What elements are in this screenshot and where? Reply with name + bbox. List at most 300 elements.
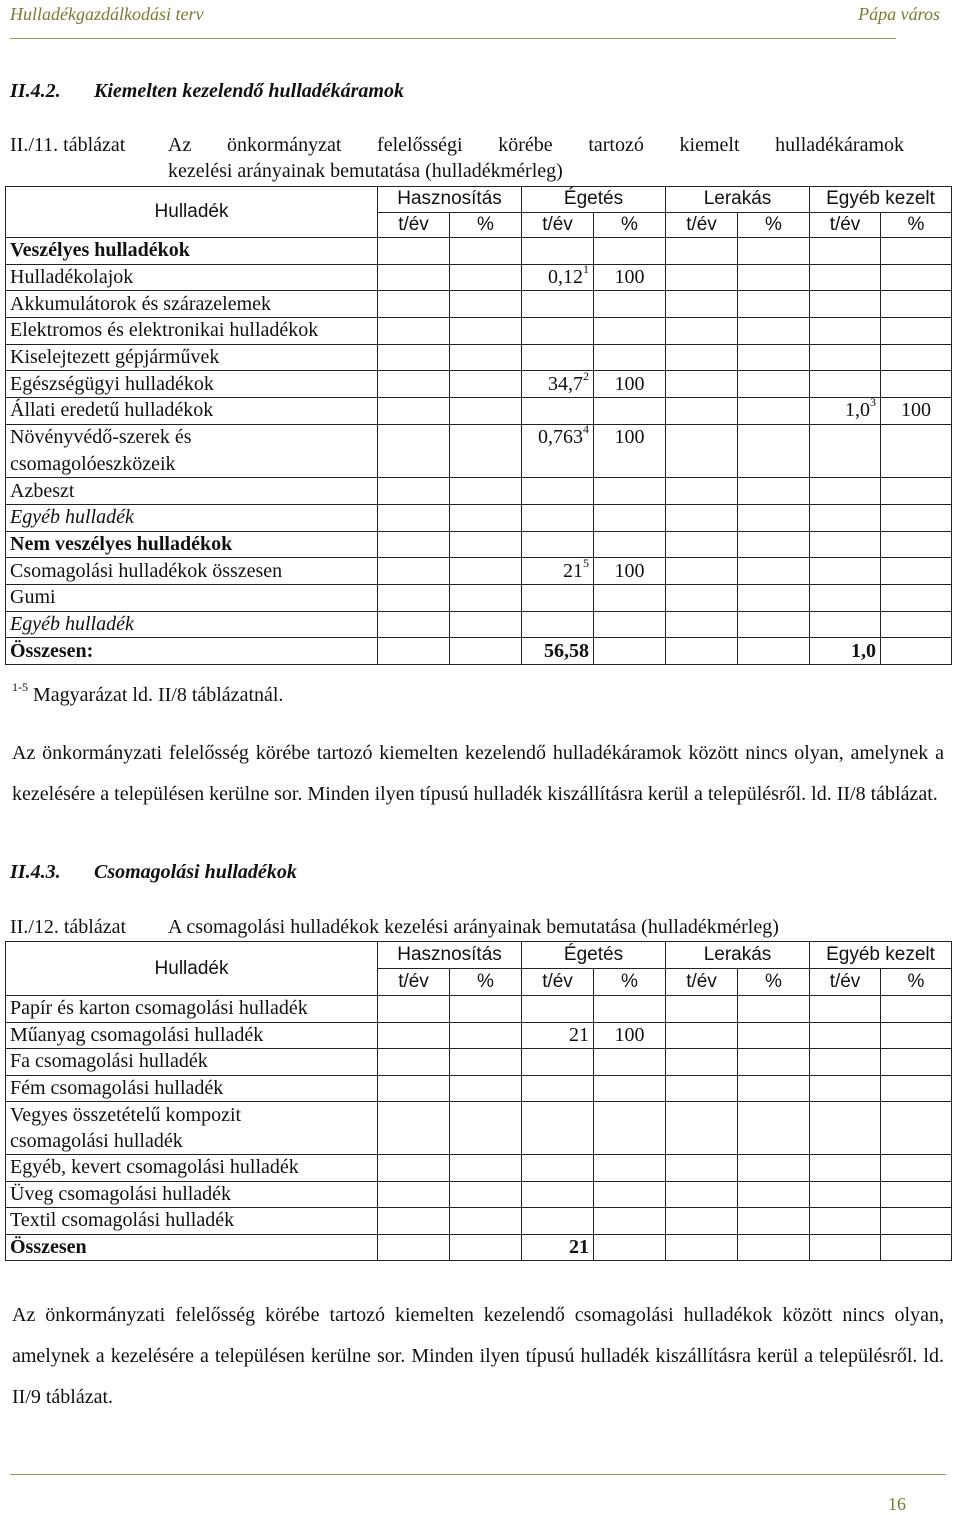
row-label: Papír és karton csomagolási hulladék <box>6 996 378 1023</box>
col-header-unit: t/év <box>378 212 450 238</box>
value: 1,0 <box>845 399 870 422</box>
row-label: Veszélyes hulladékok <box>6 238 378 265</box>
cell-hasznositas-percent <box>450 584 522 611</box>
value: 56,58 <box>544 639 589 662</box>
cell-lerakas-value <box>666 1128 738 1155</box>
cell-egetes-value <box>522 1181 594 1208</box>
table-row <box>6 996 952 1023</box>
cell-lerakas-percent <box>738 451 810 478</box>
cell-lerakas-value <box>666 238 738 265</box>
table1-label: II./11. táblázat <box>10 134 126 156</box>
cell-egyeb-value <box>810 1128 881 1155</box>
row-label: Műanyag csomagolási hulladék <box>6 1022 378 1049</box>
cell-lerakas-value <box>666 344 738 371</box>
cell-egyeb-percent <box>881 584 952 611</box>
cell-lerakas-value <box>666 478 738 505</box>
cell-hasznositas-percent <box>450 558 522 585</box>
row-label: csomagolóeszközeik <box>6 451 378 478</box>
table-row <box>6 611 952 638</box>
row-label: Egyéb, kevert csomagolási hulladék <box>6 1155 378 1182</box>
table-row <box>6 264 952 291</box>
cell-hasznositas-value <box>378 558 450 585</box>
value: 21 <box>569 1235 589 1258</box>
cell-egetes-percent <box>594 996 666 1023</box>
row-label: Elektromos és elektronikai hulladékok <box>6 318 378 345</box>
cell-egyeb-percent <box>881 1022 952 1049</box>
table2-label: II./12. táblázat <box>10 916 127 938</box>
header-divider <box>10 38 896 39</box>
cell-egetes-percent <box>594 1181 666 1208</box>
cell-lerakas-value <box>666 638 738 665</box>
cell-egetes-value <box>522 1208 594 1235</box>
cell-hasznositas-value <box>378 478 450 505</box>
cell-hasznositas-value <box>378 451 450 478</box>
cell-lerakas-percent <box>738 638 810 665</box>
table-row <box>6 558 952 585</box>
cell-egetes-value <box>522 1234 594 1261</box>
section-number: II.4.2. <box>10 80 61 102</box>
col-header-unit: t/év <box>810 969 881 996</box>
cell-egetes-percent <box>594 611 666 638</box>
cell-lerakas-value <box>666 1208 738 1235</box>
cell-egetes-percent <box>594 1049 666 1076</box>
cell-lerakas-value <box>666 1075 738 1102</box>
cell-lerakas-percent <box>738 478 810 505</box>
cell-egetes-percent <box>594 238 666 265</box>
cell-lerakas-value <box>666 1234 738 1261</box>
cell-egetes-value <box>522 996 594 1023</box>
col-header-hulladek: Hulladék <box>6 942 378 996</box>
cell-lerakas-percent <box>738 1155 810 1182</box>
cell-hasznositas-value <box>378 584 450 611</box>
cell-hasznositas-value <box>378 1208 450 1235</box>
cell-egyeb-value <box>810 504 881 531</box>
cell-hasznositas-value <box>378 1022 450 1049</box>
col-header-group: Hasznosítás <box>378 942 522 969</box>
cell-egyeb-percent <box>881 504 952 531</box>
row-label: Akkumulátorok és szárazelemek <box>6 291 378 318</box>
cell-hasznositas-value <box>378 1075 450 1102</box>
paragraph-kiemelt: Az önkormányzati felelősség körébe tartozó kiemelten kezelendő hulladékáramok között nincs olyan, amelynek a kezelésére a településen kerülne sor. Minden ilyen típusú hulladék kiszállításra kerül a településről. ld. II/8 táblázat. <box>12 742 944 805</box>
header-row <box>6 187 952 213</box>
col-header-unit: t/év <box>666 212 738 238</box>
cell-hasznositas-percent <box>450 1155 522 1182</box>
row-label: Üveg csomagolási hulladék <box>6 1181 378 1208</box>
row-label: Hulladékolajok <box>6 264 378 291</box>
footnote-ref: 3 <box>870 397 876 410</box>
cell-hasznositas-percent <box>450 638 522 665</box>
cell-hasznositas-value <box>378 318 450 345</box>
footnote-text: Magyarázat ld. II/8 táblázatnál. <box>33 684 284 706</box>
table1-title-line2: kezelési arányainak bemutatása (hulladékmérleg) <box>168 160 563 182</box>
cell-hasznositas-value <box>378 291 450 318</box>
cell-hasznositas-percent <box>450 1102 522 1129</box>
row-label: Fa csomagolási hulladék <box>6 1049 378 1076</box>
cell-lerakas-value <box>666 1102 738 1129</box>
header-city: Pápa város <box>858 4 940 24</box>
cell-egetes-percent <box>594 1234 666 1261</box>
cell-hasznositas-value <box>378 996 450 1023</box>
footnote-ref: 5 <box>583 557 589 570</box>
cell-lerakas-value <box>666 531 738 558</box>
cell-egyeb-value <box>810 611 881 638</box>
cell-egetes-value <box>522 531 594 558</box>
table1-hulladekmerleg <box>5 186 952 665</box>
cell-hasznositas-value <box>378 611 450 638</box>
cell-egyeb-value <box>810 1234 881 1261</box>
cell-hasznositas-percent <box>450 531 522 558</box>
col-header-unit: t/év <box>522 212 594 238</box>
cell-egetes-percent <box>594 264 666 291</box>
cell-egyeb-value <box>810 264 881 291</box>
cell-egetes-percent <box>594 504 666 531</box>
footer-divider <box>10 1474 946 1475</box>
cell-hasznositas-percent <box>450 424 522 451</box>
table2-csomagolasi <box>5 941 952 1261</box>
cell-lerakas-percent <box>738 1234 810 1261</box>
col-header-unit: t/év <box>522 969 594 996</box>
row-label: Fém csomagolási hulladék <box>6 1075 378 1102</box>
cell-egetes-percent <box>594 291 666 318</box>
cell-egetes-percent <box>594 424 666 451</box>
cell-hasznositas-value <box>378 238 450 265</box>
cell-egyeb-value <box>810 1022 881 1049</box>
row-label: Nem veszélyes hulladékok <box>6 531 378 558</box>
cell-egetes-value <box>522 424 594 451</box>
cell-hasznositas-value <box>378 371 450 398</box>
table-row <box>6 1102 952 1129</box>
cell-egyeb-percent <box>881 1049 952 1076</box>
cell-egetes-percent <box>594 638 666 665</box>
table-row <box>6 451 952 478</box>
cell-egyeb-percent <box>881 318 952 345</box>
col-header-percent: % <box>738 212 810 238</box>
cell-egetes-percent <box>594 1022 666 1049</box>
cell-egyeb-percent <box>881 1181 952 1208</box>
section-title: Csomagolási hulladékok <box>94 861 297 883</box>
cell-lerakas-percent <box>738 1181 810 1208</box>
cell-lerakas-value <box>666 291 738 318</box>
cell-egetes-value <box>522 1102 594 1129</box>
col-header-percent: % <box>450 969 522 996</box>
cell-egyeb-value <box>810 584 881 611</box>
cell-egetes-value <box>522 344 594 371</box>
cell-hasznositas-value <box>378 398 450 425</box>
cell-hasznositas-value <box>378 344 450 371</box>
row-label: Növényvédő-szerek és <box>6 424 378 451</box>
percent: 100 <box>614 426 645 449</box>
col-header-unit: t/év <box>378 969 450 996</box>
cell-egyeb-percent <box>881 1234 952 1261</box>
cell-lerakas-percent <box>738 291 810 318</box>
table2-caption <box>10 914 779 940</box>
cell-lerakas-value <box>666 584 738 611</box>
cell-egetes-percent <box>594 1075 666 1102</box>
cell-egyeb-value <box>810 451 881 478</box>
cell-lerakas-percent <box>738 371 810 398</box>
cell-egetes-value <box>522 1049 594 1076</box>
col-header-group: Hasznosítás <box>378 187 522 213</box>
cell-lerakas-percent <box>738 424 810 451</box>
table-row <box>6 238 952 265</box>
cell-egyeb-percent <box>881 531 952 558</box>
cell-egetes-percent <box>594 584 666 611</box>
cell-egyeb-value <box>810 531 881 558</box>
cell-lerakas-percent <box>738 318 810 345</box>
cell-lerakas-percent <box>738 1208 810 1235</box>
cell-egyeb-value <box>810 478 881 505</box>
table-row <box>6 1022 952 1049</box>
cell-egetes-value <box>522 238 594 265</box>
table-row <box>6 398 952 425</box>
table1-caption <box>10 132 904 184</box>
cell-egyeb-percent <box>881 398 952 425</box>
cell-egyeb-value <box>810 1155 881 1182</box>
cell-egyeb-percent <box>881 1128 952 1155</box>
table-row <box>6 1234 952 1261</box>
value: 21 <box>563 559 583 582</box>
cell-hasznositas-percent <box>450 1234 522 1261</box>
col-header-percent: % <box>881 969 952 996</box>
col-header-group: Lerakás <box>666 187 810 213</box>
table-row <box>6 1181 952 1208</box>
cell-egyeb-percent <box>881 344 952 371</box>
cell-egetes-percent <box>594 558 666 585</box>
cell-egetes-value <box>522 1155 594 1182</box>
table-row <box>6 318 952 345</box>
cell-lerakas-percent <box>738 1128 810 1155</box>
cell-hasznositas-percent <box>450 344 522 371</box>
row-label: Kiselejtezett gépjárművek <box>6 344 378 371</box>
cell-egyeb-percent <box>881 996 952 1023</box>
cell-hasznositas-value <box>378 1155 450 1182</box>
cell-lerakas-percent <box>738 398 810 425</box>
cell-lerakas-value <box>666 451 738 478</box>
cell-egetes-percent <box>594 1155 666 1182</box>
cell-egyeb-value <box>810 1102 881 1129</box>
cell-egyeb-percent <box>881 264 952 291</box>
cell-egetes-percent <box>594 318 666 345</box>
cell-hasznositas-percent <box>450 1022 522 1049</box>
cell-lerakas-value <box>666 318 738 345</box>
cell-egyeb-value <box>810 398 881 425</box>
cell-lerakas-value <box>666 1022 738 1049</box>
cell-hasznositas-percent <box>450 1049 522 1076</box>
cell-egyeb-value <box>810 1208 881 1235</box>
row-label: Állati eredetű hulladékok <box>6 398 378 425</box>
cell-lerakas-percent <box>738 996 810 1023</box>
cell-egetes-value <box>522 478 594 505</box>
col-header-hulladek: Hulladék <box>6 187 378 238</box>
cell-lerakas-percent <box>738 264 810 291</box>
cell-egetes-value <box>522 638 594 665</box>
row-label: Egészségügyi hulladékok <box>6 371 378 398</box>
cell-hasznositas-value <box>378 1049 450 1076</box>
cell-hasznositas-value <box>378 424 450 451</box>
row-label: Összesen: <box>6 638 378 665</box>
cell-egyeb-percent <box>881 1102 952 1129</box>
table-row <box>6 291 952 318</box>
footnote-ref: 2 <box>583 370 589 383</box>
col-header-percent: % <box>881 212 952 238</box>
cell-lerakas-percent <box>738 344 810 371</box>
table-row <box>6 531 952 558</box>
table-row <box>6 638 952 665</box>
cell-lerakas-percent <box>738 611 810 638</box>
cell-hasznositas-value <box>378 1234 450 1261</box>
cell-hasznositas-value <box>378 1128 450 1155</box>
cell-egetes-value <box>522 291 594 318</box>
cell-egetes-value <box>522 584 594 611</box>
cell-egyeb-percent <box>881 1208 952 1235</box>
row-label: Azbeszt <box>6 478 378 505</box>
cell-egyeb-percent <box>881 638 952 665</box>
cell-egetes-percent <box>594 398 666 425</box>
cell-hasznositas-percent <box>450 1181 522 1208</box>
table-row <box>6 424 952 451</box>
cell-hasznositas-percent <box>450 504 522 531</box>
cell-hasznositas-percent <box>450 611 522 638</box>
cell-lerakas-value <box>666 558 738 585</box>
col-header-percent: % <box>450 212 522 238</box>
cell-egyeb-value <box>810 424 881 451</box>
cell-lerakas-value <box>666 371 738 398</box>
cell-egetes-value <box>522 1075 594 1102</box>
row-label: Gumi <box>6 584 378 611</box>
header-row <box>6 942 952 969</box>
cell-lerakas-value <box>666 996 738 1023</box>
cell-lerakas-value <box>666 264 738 291</box>
cell-egyeb-percent <box>881 611 952 638</box>
cell-hasznositas-value <box>378 531 450 558</box>
col-header-percent: % <box>738 969 810 996</box>
cell-egyeb-value <box>810 344 881 371</box>
percent: 100 <box>614 1023 645 1046</box>
table2-title: A csomagolási hulladékok kezelési arányainak bemutatása (hulladékmérleg) <box>168 916 779 938</box>
section-heading-kiemelt <box>10 80 404 103</box>
percent: 100 <box>614 559 645 582</box>
cell-hasznositas-percent <box>450 238 522 265</box>
value: 0,12 <box>548 266 583 289</box>
section-heading-csomagolasi <box>10 861 297 884</box>
cell-lerakas-value <box>666 398 738 425</box>
cell-egyeb-percent <box>881 478 952 505</box>
cell-egyeb-value <box>810 1049 881 1076</box>
cell-egetes-percent <box>594 451 666 478</box>
table-row <box>6 344 952 371</box>
cell-egyeb-percent <box>881 1075 952 1102</box>
cell-hasznositas-percent <box>450 1075 522 1102</box>
cell-egyeb-percent <box>881 371 952 398</box>
footnote-ref: 1 <box>583 264 589 277</box>
cell-lerakas-percent <box>738 584 810 611</box>
section-number: II.4.3. <box>10 861 61 883</box>
cell-lerakas-percent <box>738 1049 810 1076</box>
cell-egyeb-value <box>810 291 881 318</box>
cell-egetes-value <box>522 558 594 585</box>
cell-egyeb-value <box>810 318 881 345</box>
cell-lerakas-value <box>666 1155 738 1182</box>
cell-hasznositas-value <box>378 638 450 665</box>
cell-egetes-percent <box>594 1208 666 1235</box>
cell-hasznositas-value <box>378 504 450 531</box>
cell-egetes-percent <box>594 1102 666 1129</box>
percent: 100 <box>901 399 931 422</box>
cell-hasznositas-percent <box>450 1208 522 1235</box>
table1-title-line1: Az önkormányzat felelősségi körébe tartozó kiemelt hulladékáramok <box>168 134 904 156</box>
cell-egyeb-value <box>810 558 881 585</box>
footnote-ref: 4 <box>583 424 589 437</box>
cell-hasznositas-percent <box>450 451 522 478</box>
row-label: Összesen <box>6 1234 378 1261</box>
value: 21 <box>569 1023 589 1046</box>
col-header-group: Lerakás <box>666 942 810 969</box>
table-row <box>6 478 952 505</box>
cell-egyeb-value <box>810 371 881 398</box>
cell-lerakas-percent <box>738 1102 810 1129</box>
cell-hasznositas-percent <box>450 1128 522 1155</box>
cell-lerakas-value <box>666 1049 738 1076</box>
cell-egyeb-percent <box>881 291 952 318</box>
cell-hasznositas-value <box>378 1181 450 1208</box>
cell-hasznositas-percent <box>450 291 522 318</box>
table-row <box>6 584 952 611</box>
cell-egetes-percent <box>594 531 666 558</box>
table-row <box>6 1049 952 1076</box>
cell-egyeb-percent <box>881 424 952 451</box>
value: 1,0 <box>851 639 876 662</box>
cell-lerakas-value <box>666 611 738 638</box>
cell-egyeb-value <box>810 638 881 665</box>
cell-hasznositas-percent <box>450 478 522 505</box>
col-header-group: Égetés <box>522 187 666 213</box>
row-label: Textil csomagolási hulladék <box>6 1208 378 1235</box>
value: 0,763 <box>538 426 583 449</box>
section-title: Kiemelten kezelendő hulladékáramok <box>94 80 404 102</box>
col-header-group: Egyéb kezelt <box>810 187 952 213</box>
table-row <box>6 1208 952 1235</box>
cell-egyeb-percent <box>881 238 952 265</box>
table-row <box>6 504 952 531</box>
cell-lerakas-value <box>666 424 738 451</box>
cell-egyeb-value <box>810 1075 881 1102</box>
row-label: Egyéb hulladék <box>6 611 378 638</box>
cell-lerakas-percent <box>738 1075 810 1102</box>
col-header-group: Egyéb kezelt <box>810 942 952 969</box>
percent: 100 <box>614 266 645 289</box>
cell-egetes-value <box>522 318 594 345</box>
cell-egyeb-percent <box>881 451 952 478</box>
cell-egyeb-percent <box>881 1155 952 1182</box>
table-row <box>6 1155 952 1182</box>
cell-egetes-percent <box>594 371 666 398</box>
cell-lerakas-percent <box>738 1022 810 1049</box>
cell-hasznositas-percent <box>450 371 522 398</box>
table-row <box>6 1075 952 1102</box>
cell-egetes-value <box>522 611 594 638</box>
header-document-title: Hulladékgazdálkodási terv <box>10 4 204 24</box>
col-header-percent: % <box>594 969 666 996</box>
cell-lerakas-percent <box>738 238 810 265</box>
cell-egyeb-percent <box>881 558 952 585</box>
cell-egetes-percent <box>594 478 666 505</box>
cell-egetes-percent <box>594 1128 666 1155</box>
value: 34,7 <box>548 372 583 395</box>
cell-hasznositas-value <box>378 1102 450 1129</box>
row-label: Egyéb hulladék <box>6 504 378 531</box>
cell-egyeb-value <box>810 238 881 265</box>
col-header-unit: t/év <box>666 969 738 996</box>
